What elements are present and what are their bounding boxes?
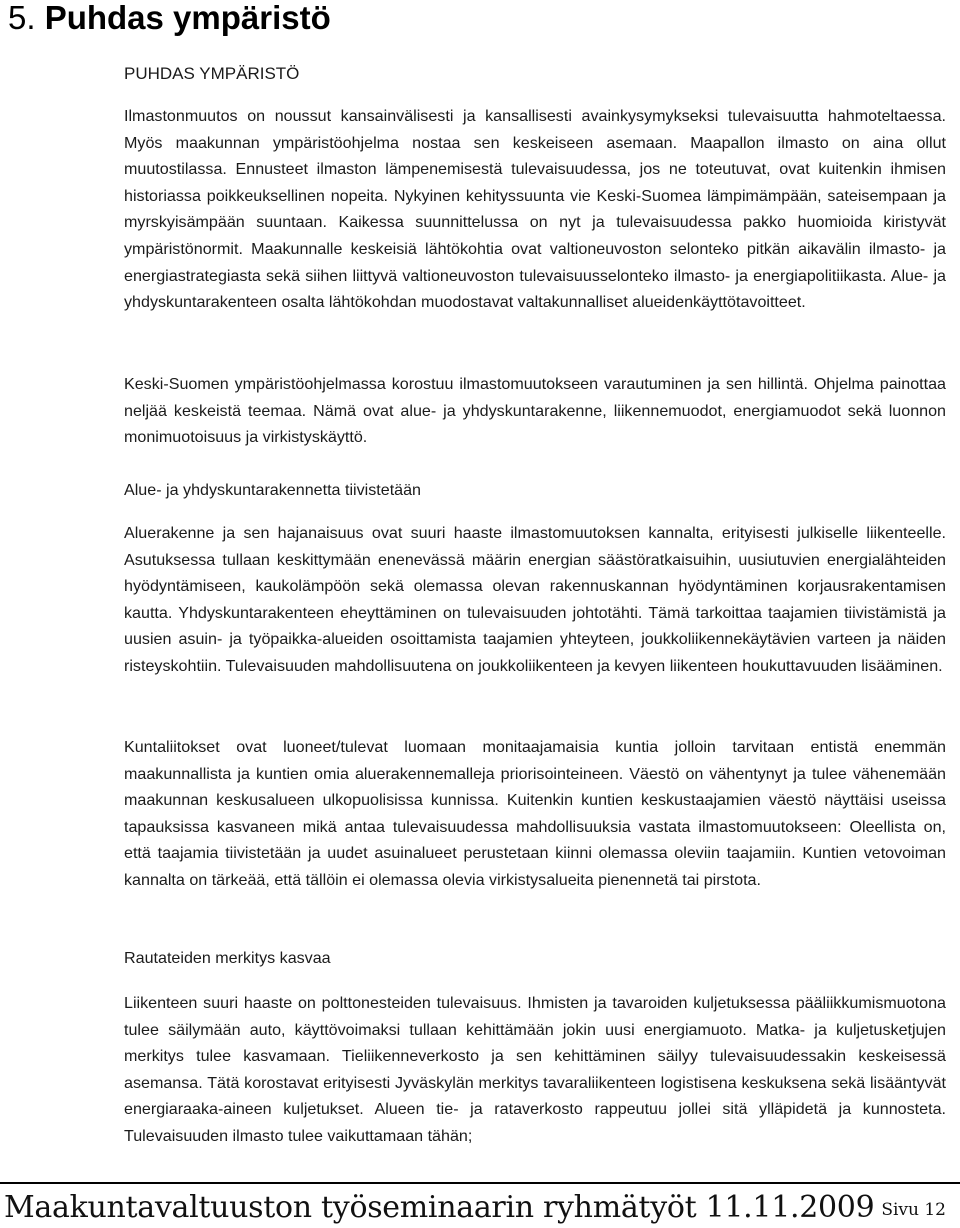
paragraph-climate-change: Ilmastonmuutos on noussut kansainvälisesti ja kansallisesti avainkysymykseksi tulevaisuutta hahmoteltaessa. Myös maakunnan ympäristöohjelma nostaa sen keskeiseen asemaan. Maapallon ilmasto on aina ollut muutostilassa. Ennusteet ilmaston lämpenemisestä tulevaisuudessa, jos ne toteutuvat, ovat kuitenkin ihmisen historiassa poikkeuksellinen nopeita. Nykyinen kehityssuunta vie Keski-Suomea lämpimämpään, sateisempaan ja myrskyisämpään suuntaan. Kaikessa suunnittelussa on nyt ja tulevaisuudessa pakko huomioida kiristyvät ympäristönormit. Maakunnalle keskeisiä lähtökohtia ovat valtioneuvoston selonteko pitkän aikavälin ilmasto- ja energiastrategiasta sekä siihen liittyvä valtioneuvoston tulevaisuusselonteko ilmasto- ja energiapolitiikasta. Alue- ja yhdyskuntarakenteen osalta lähtökohdan muodostavat valtakunnalliset alueidenkäyttötavoitteet. [124,107,946,312]
footer-title: Maakuntavaltuuston työseminaarin ryhmätyöt 11.11.2009 [4,1190,875,1225]
heading-number: 5. [8,0,36,36]
paragraph-traffic: Liikenteen suuri haaste on polttonesteiden tulevaisuus. Ihmisten ja tavaroiden kuljetuksessa pääliikkumismuotona tulee säilymään auto, käyttövoimaksi tullaan kehittämään jokin uusi energiamuoto. Matka- ja kuljetusketjujen merkitys tulee kasvamaan. Tieliikenneverkosto ja sen kehittäminen säilyy tulevaisuudessakin keskeisessä asemansa. Tätä korostavat erityisesti Jyväskylän merkitys tavaraliikenteen logistisena keskuksena sekä lisääntyvät energiaraaka-aineen kuljetukset. Alueen tie- ja rataverkosto rappeutuu jollei sitä ylläpidetä ja kunnosteta. Tulevaisuuden ilmasto tulee vaikuttamaan tähän; [124,994,946,1145]
subheading-urban-structure: Alue- ja yhdyskuntarakennetta tiivistetään [124,481,422,499]
page-number: Sivu 12 [881,1200,946,1220]
page-heading [8,0,331,40]
paragraph-regional-structure: Aluerakenne ja sen hajanaisuus ovat suuri haaste ilmastomuutoksen kannalta, erityisesti julkiselle liikenteelle. Asutuksessa tullaan keskittymään enenevässä määrin energian säästöratkaisuihin, uusiutuvien energialähteiden hyödyntämiseen, kaukolämpöön sekä olemassa olevan rakennuskannan hyödyntäminen korjausrakentamisen kautta. Yhdyskuntarakenteen eheyttäminen on tulevaisuuden johtotähti. Tämä tarkoittaa taajamien tiivistämistä ja uusien asuin- ja työpaikka-alueiden osoittamista taajamien yhteyteen, joukkoliikennekäytävien varteen ja näiden risteyskohtiin. Tulevaisuuden mahdollisuutena on joukkoliikenteen ja kevyen liikenteen houkuttavuuden lisääminen. [124,524,946,675]
paragraph-municipal-mergers: Kuntaliitokset ovat luoneet/tulevat luomaan monitaajamaisia kuntia jolloin tarvitaan entistä enemmän maakunnallista ja kuntien omia aluerakennemalleja priorisointeineen. Väestö on vähentynyt ja tulee vähenemään maakunnan keskusalueen ulkopuolisissa kunnissa. Kuitenkin kuntien keskustaajamien väestö näyttäisi useissa tapauksissa kasvaneen mikä antaa tulevaisuudessa mahdollisuuksia vastata ilmastomuutokseen: Oleellista on, että taajamia tiivistetään ja uudet asuinalueet perustetaan kiinni olemassa oleviin taajamiin. Kuntien vetovoiman kannalta on tärkeää, että tällöin ei olemassa olevia virkistysalueita pienennetä tai pirstota. [124,738,946,889]
subheading-railways: Rautateiden merkitys kasvaa [124,949,331,967]
page-footer [0,1182,960,1228]
section-title: PUHDAS YMPÄRISTÖ [124,64,300,83]
heading-title: Puhdas ympäristö [44,0,331,36]
paragraph-environment-program: Keski-Suomen ympäristöohjelmassa korostuu ilmastomuutokseen varautuminen ja sen hillintä. Ohjelma painottaa neljää keskeistä teemaa. Nämä ovat alue- ja yhdyskuntarakenne, liikennemuodot, energiamuodot sekä luonnon monimuotoisuus ja virkistyskäyttö. [124,375,946,447]
